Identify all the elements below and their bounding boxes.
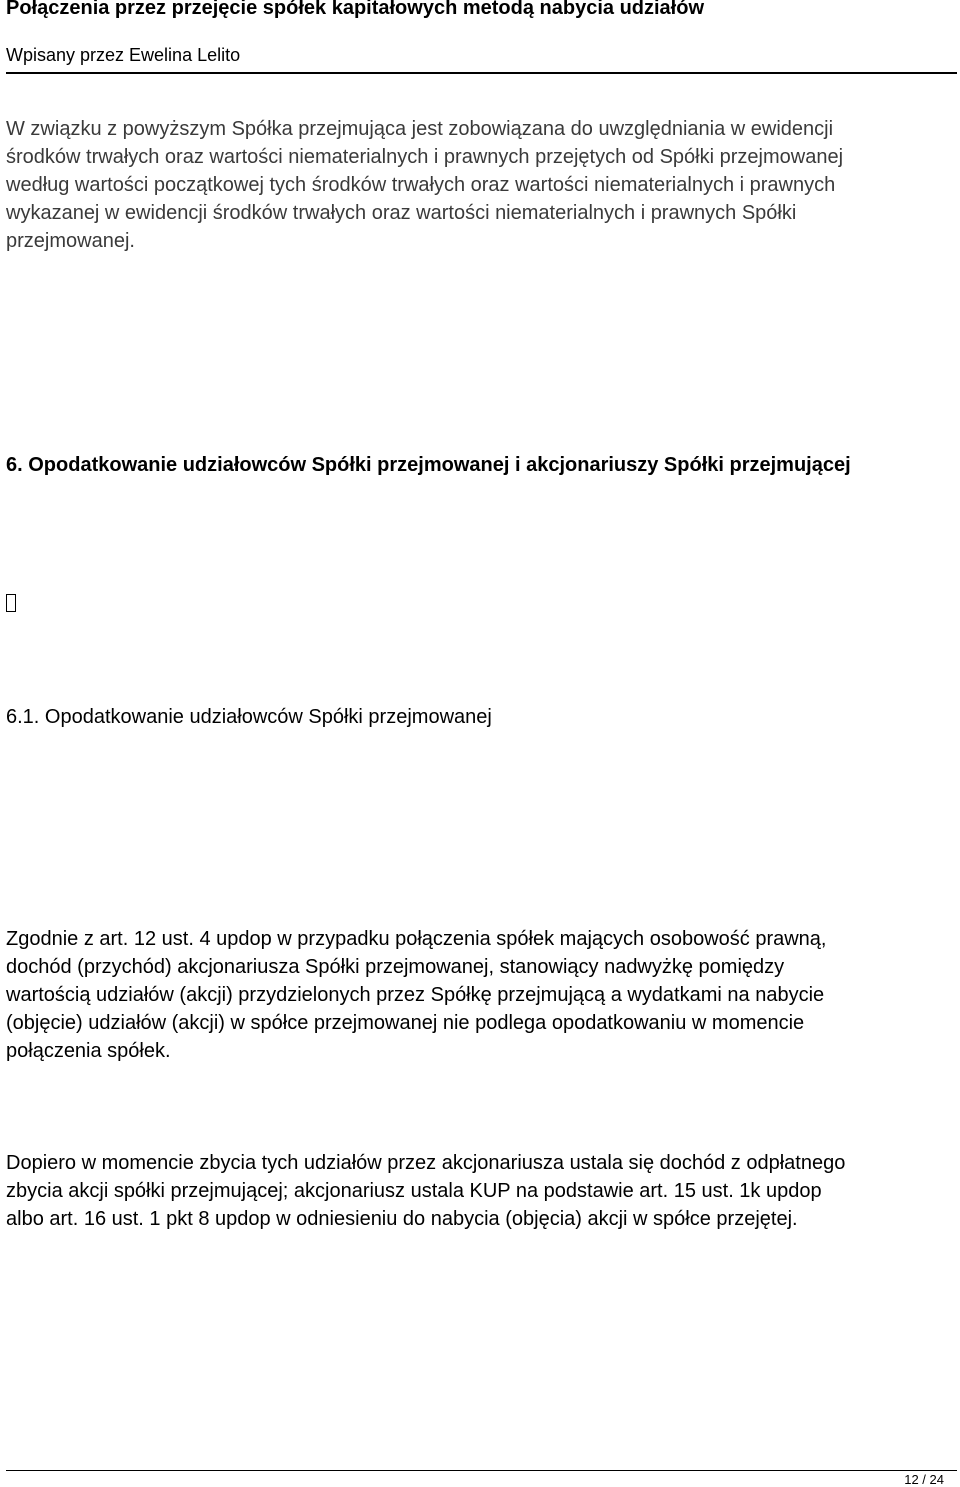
paragraph-line: wykazanej w ewidencji środków trwałych oraz wartości niematerialnych i prawnych Spółki (6, 202, 797, 224)
paragraph-line: środków trwałych oraz wartości niematerialnych i prawnych przejętych od Spółki przejmowanej (6, 146, 844, 168)
section-6-1-heading: 6.1. Opodatkowanie udziałowców Spółki przejmowanej (6, 706, 492, 728)
header-divider (6, 72, 957, 74)
paragraph-line: wartością udziałów (akcji) przydzielonych przez Spółkę przejmującą a wydatkami na nabycie (6, 984, 825, 1006)
paragraph-line: połączenia spółek. (6, 1040, 171, 1062)
paragraph-line: albo art. 16 ust. 1 pkt 8 updop w odniesieniu do nabycia (objęcia) akcji w spółce przejętej. (6, 1208, 798, 1230)
author-line: Wpisany przez Ewelina Lelito (6, 45, 241, 65)
paragraph-line: zbycia akcji spółki przejmującej; akcjonariusz ustala KUP na podstawie art. 15 ust. 1k updop (6, 1180, 822, 1202)
paragraph-line: dochód (przychód) akcjonariusza Spółki przejmowanej, stanowiący nadwyżkę pomiędzy (6, 956, 785, 978)
section-6-heading: 6. Opodatkowanie udziałowców Spółki przejmowanej i akcjonariuszy Spółki przejmującej (6, 454, 851, 476)
paragraph-art-12 (6, 925, 956, 1065)
paragraph-line: przejmowanej. (6, 230, 135, 252)
footer-divider (6, 1470, 957, 1471)
paragraph-line: (objęcie) udziałów (akcji) w spółce przejmowanej nie podlega opodatkowaniu w momencie (6, 1012, 805, 1034)
paragraph-line: Dopiero w momencie zbycia tych udziałów przez akcjonariusza ustala się dochód z odpłatnego (6, 1152, 846, 1174)
page-number: 12 / 24 (904, 1472, 944, 1487)
paragraph-disposal (6, 1149, 956, 1233)
missing-glyph-icon (6, 594, 16, 612)
paragraph-line: W związku z powyższym Spółka przejmująca jest zobowiązana do uwzględniania w ewidencji (6, 118, 834, 140)
paragraph-fixed-assets (6, 115, 956, 255)
paragraph-line: według wartości początkowej tych środków trwałych oraz wartości niematerialnych i prawnych (6, 174, 836, 196)
placeholder-glyph-icon (6, 594, 956, 616)
paragraph-line: Zgodnie z art. 12 ust. 4 updop w przypadku połączenia spółek mających osobowość prawną, (6, 928, 827, 950)
document-title: Połączenia przez przejęcie spółek kapitałowych metodą nabycia udziałów (6, 0, 705, 19)
